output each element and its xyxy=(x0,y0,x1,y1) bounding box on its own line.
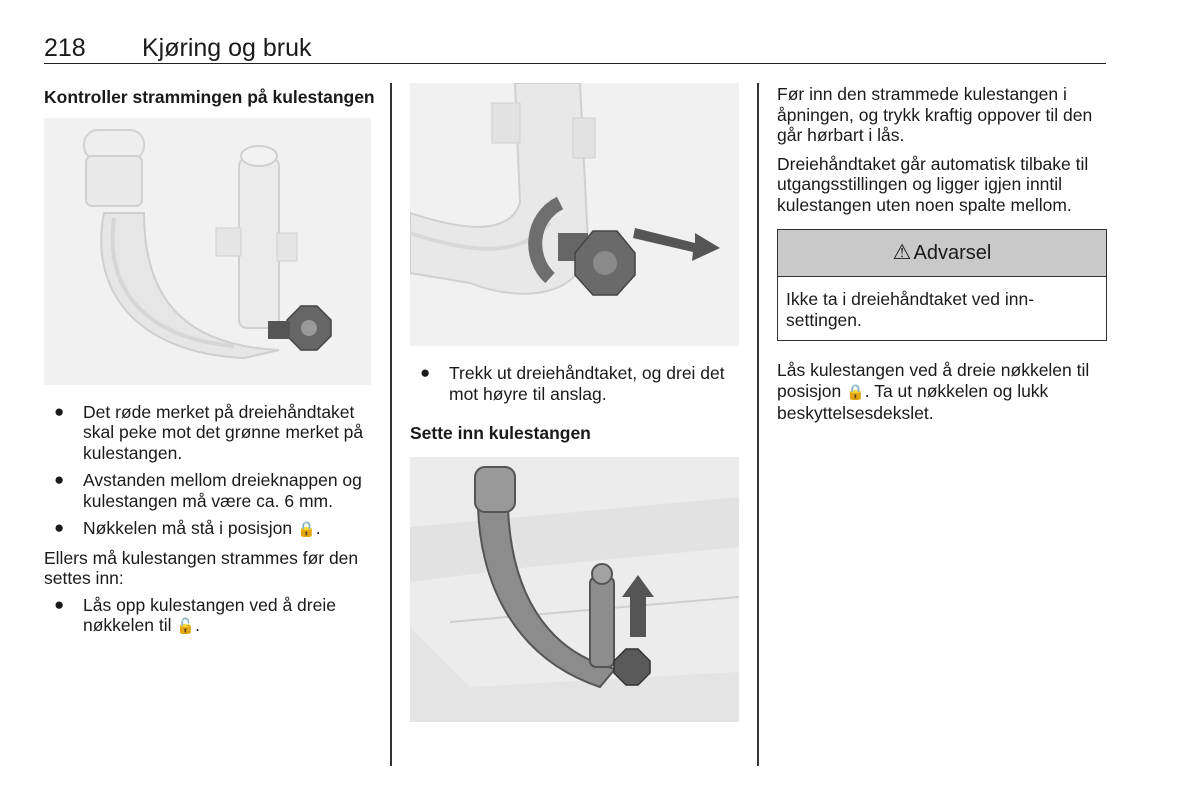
paragraph xyxy=(777,360,1107,424)
column-divider xyxy=(390,83,392,766)
list-item-end: . xyxy=(195,615,200,635)
list-item-text: Lås opp kulestangen ved å dreie nøkkelen til xyxy=(83,594,336,635)
warning-text: Ikke ta i dreiehåndtaket ved innsettingen. xyxy=(786,289,1035,330)
column-left xyxy=(44,87,379,645)
steps xyxy=(410,363,740,404)
checklist xyxy=(44,402,379,541)
column-middle xyxy=(410,83,740,722)
paragraph: Før inn den strammede kulestangen i åpningen, og trykk kraftig oppover til den går hørbart i lås. xyxy=(777,84,1093,145)
warning-box xyxy=(777,229,1107,341)
list-item xyxy=(44,518,379,541)
warning-header xyxy=(778,230,1106,277)
list-item-end: . xyxy=(315,518,321,538)
list-item-text: Nøkkelen må stå i posisjon xyxy=(83,518,293,538)
warning-title: Advarsel xyxy=(913,241,992,264)
insert-ball-bar-illustration xyxy=(410,457,739,722)
bullet-dot: ● xyxy=(54,594,65,614)
section-heading: Kontroller strammingen på kulestangen xyxy=(44,87,375,107)
list-item-text: Trekk ut dreiehåndtaket, og drei det mot høyre til anslag. xyxy=(449,363,725,404)
page-header xyxy=(44,34,1106,64)
section-heading: Sette inn kulestangen xyxy=(410,423,591,443)
lock-closed-icon: 🔒 xyxy=(846,383,865,401)
bullet-dot: ● xyxy=(54,401,65,421)
list-item xyxy=(44,595,379,638)
list-item-text: Avstanden mellom dreieknappen og kulestangen må være ca. 6 mm. xyxy=(83,470,362,511)
column-divider xyxy=(757,83,759,766)
lock-closed-icon: 🔒 xyxy=(297,521,316,538)
steps xyxy=(44,595,379,638)
warning-triangle-icon: ⚠ xyxy=(892,240,912,264)
lock-open-icon: 🔓 xyxy=(176,618,196,635)
list-item xyxy=(410,363,740,404)
bullet-dot: ● xyxy=(54,518,65,537)
list-item xyxy=(44,470,379,511)
paragraph: Ellers må kulestangen strammes før den settes inn: xyxy=(44,547,359,588)
pull-handle-illustration xyxy=(410,83,739,346)
list-item-text: Det røde merket på dreiehåndtaket skal peke mot det grønne merket på kulestangen. xyxy=(83,401,364,463)
paragraph-text: Lås kulestangen ved å dreie nøkkelen til posisjon xyxy=(777,360,1090,401)
list-item xyxy=(44,402,379,464)
page-number: 218 xyxy=(44,34,86,62)
tow-bar-tension-illustration xyxy=(44,118,371,385)
paragraph: Dreiehåndtaket går automatisk tilbake til utgangsstillingen og ligger igjen inntil kulestangen uten noen spalte mellom. xyxy=(777,153,1089,215)
column-right xyxy=(777,84,1107,424)
chapter-title: Kjøring og bruk xyxy=(142,34,312,62)
bullet-dot: ● xyxy=(54,470,65,489)
bullet-dot: ● xyxy=(420,363,431,382)
paragraph-end: . Ta ut nøkkelen og lukk beskyttelsesdekslet. xyxy=(777,380,1049,423)
